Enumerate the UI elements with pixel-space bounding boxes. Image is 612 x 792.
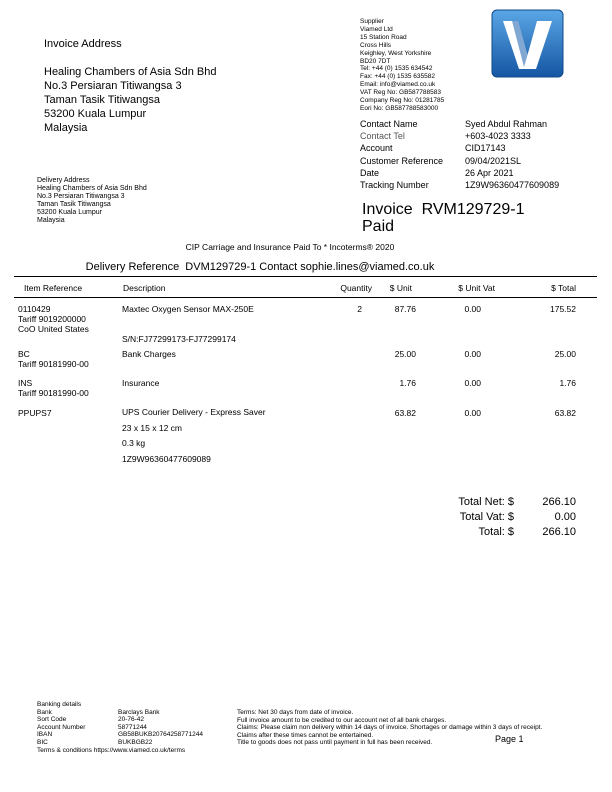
- bank-value: GB58BUKB20764258771244: [118, 731, 203, 739]
- supplier-line: Cross Hills: [360, 41, 392, 49]
- supplier-line: Company Reg No: 01281785: [360, 97, 445, 105]
- terms-line: Full invoice amount to be credited to our account net of all bank charges.: [237, 716, 447, 724]
- bank-label: BIC: [37, 738, 48, 746]
- bank-row: [37, 731, 203, 739]
- item-unit: 25.00: [394, 349, 416, 359]
- item-total: 175.52: [550, 304, 576, 314]
- terms-line: Title to goods does not pass until payment in full has been received.: [237, 739, 433, 747]
- delivery-address-line: Malaysia: [37, 217, 65, 224]
- bank-label: Account Number: [37, 723, 86, 731]
- invoice-title-block: [362, 201, 524, 235]
- invoice-address-line: No.3 Persiaran Titiwangsa 3: [44, 80, 182, 92]
- delivery-address-line: No.3 Persiaran Titiwangsa 3: [37, 193, 125, 200]
- item-description: Insurance: [122, 378, 160, 388]
- item-unit-vat: 0.00: [464, 378, 481, 388]
- banking-heading: Banking details: [37, 701, 82, 708]
- item-unit-vat: 0.00: [464, 408, 481, 418]
- bank-label: IBAN: [37, 731, 53, 739]
- delivery-address-line: Healing Chambers of Asia Sdn Bhd: [37, 185, 147, 192]
- item-ref-line: 0110429: [18, 304, 51, 314]
- bank-row: [37, 716, 185, 724]
- item-reference: [18, 378, 89, 398]
- invoice-title: Invoice RVM129729-1: [362, 201, 525, 218]
- incoterms-line: CIP Carriage and Insurance Paid To * Incoterms® 2020: [185, 242, 395, 252]
- item-reference: PPUPS7: [18, 408, 52, 418]
- item-desc-line: 1Z9W96360477609089: [122, 453, 211, 464]
- detail-label: Customer Reference: [360, 155, 444, 166]
- total-net-label: Total Net: $: [458, 496, 514, 508]
- supplier-block: [360, 18, 444, 113]
- divider: [14, 276, 597, 277]
- header-total: $ Total: [551, 283, 576, 293]
- total-value: 266.10: [542, 526, 576, 538]
- item-desc-line: UPS Courier Delivery - Express Saver: [122, 407, 266, 417]
- item-unit: 87.76: [394, 304, 416, 314]
- detail-label: Contact Name: [360, 119, 418, 129]
- invoice-address-line: Healing Chambers of Asia Sdn Bhd: [44, 66, 217, 78]
- item-desc-line: 0.3 kg: [122, 438, 146, 448]
- total-label: Total: $: [478, 526, 514, 538]
- item-ref-line: CoO United States: [18, 324, 89, 334]
- delivery-address: [37, 177, 147, 225]
- delivery-address-heading: Delivery Address: [37, 177, 90, 184]
- total-vat-value: 0.00: [554, 511, 576, 523]
- supplier-line: Viamed Ltd: [360, 25, 393, 33]
- delivery-address-line: 53200 Kuala Lumpur: [37, 209, 102, 216]
- viamed-logo: [491, 9, 564, 78]
- item-unit-vat: 0.00: [464, 304, 481, 314]
- divider: [14, 297, 597, 298]
- bank-value: Barclays Bank: [118, 708, 160, 716]
- detail-label: Account: [360, 143, 393, 154]
- item-description: Maxtec Oxygen Sensor MAX-250E: [122, 304, 254, 314]
- item-unit: 1.76: [399, 378, 416, 388]
- detail-label: Date: [360, 167, 380, 178]
- detail-value: Syed Abdul Rahman: [465, 119, 548, 129]
- total-net-value: 266.10: [542, 496, 576, 508]
- supplier-line: Fax: +44 (0) 1535 635582: [360, 73, 435, 81]
- supplier-line: VAT Reg No: GB587788583: [360, 89, 441, 97]
- terms-link[interactable]: Terms & conditions https://www.viamed.co.uk/terms: [37, 746, 186, 754]
- bank-row: [37, 709, 185, 717]
- delivery-reference: Delivery Reference DVM129729-1 Contact sophie.lines@viamed.co.uk: [85, 261, 435, 273]
- bank-row: [37, 724, 185, 732]
- bank-label: Sort Code: [37, 716, 67, 724]
- item-ref-line: BC: [18, 349, 30, 359]
- item-total: 63.82: [554, 408, 576, 418]
- item-ref-line: Tariff 9019200000: [18, 314, 86, 324]
- invoice-address-line: Malaysia: [44, 122, 88, 134]
- item-total: 25.00: [554, 349, 576, 359]
- item-ref-line: INS: [18, 378, 33, 388]
- detail-value: CID17143: [465, 143, 506, 154]
- bank-row: [37, 739, 185, 747]
- item-description: [122, 405, 266, 467]
- item-quantity: 2: [357, 304, 362, 314]
- invoice-address-line: Taman Tasik Titiwangsa: [44, 94, 160, 106]
- item-ref-line: Tariff 90181990-00: [18, 388, 89, 398]
- detail-value: 26 Apr 2021: [465, 167, 514, 178]
- supplier-line: Email: info@viamed.co.uk: [360, 81, 436, 89]
- terms-line: Terms: Net 30 days from date of invoice.: [237, 709, 354, 716]
- supplier-line: 15 Station Road: [360, 33, 407, 41]
- item-description: Bank Charges: [122, 349, 176, 359]
- detail-label: Contact Tel: [360, 131, 405, 142]
- bank-label: Bank: [37, 708, 52, 716]
- invoice-address-line: 53200 Kuala Lumpur: [44, 108, 147, 120]
- supplier-line: Keighley, West Yorkshire: [360, 49, 432, 57]
- supplier-line: Supplier: [360, 18, 384, 25]
- delivery-address-line: Taman Tasik Titiwangsa: [37, 201, 111, 208]
- header-item-reference: Item Reference: [24, 283, 83, 293]
- bank-value: BUKBGB22: [118, 738, 153, 746]
- item-reference: [18, 349, 89, 369]
- invoice-status: Paid: [362, 218, 395, 235]
- item-desc-line: 23 x 15 x 12 cm: [122, 422, 183, 433]
- terms-line: Claims: Please claim non delivery within 14 days of invoice. Shortages or damage within 3 days of receipt.: [237, 724, 543, 732]
- banking-details: [37, 701, 203, 754]
- item-serial: S/N:FJ77299173-FJ77299174: [122, 334, 236, 344]
- detail-value: 09/04/2021SL: [465, 155, 522, 166]
- item-unit: 63.82: [394, 408, 416, 418]
- bank-value: 20-76-42: [118, 716, 145, 724]
- invoice-address-heading: Invoice Address: [44, 38, 122, 50]
- supplier-line: Eori No: GB587788583000: [360, 104, 439, 112]
- header-description: Description: [123, 283, 166, 293]
- detail-label: Tracking Number: [360, 179, 429, 190]
- total-vat-label: Total Vat: $: [459, 511, 514, 523]
- item-unit-vat: 0.00: [464, 349, 481, 359]
- supplier-line: BD20 7DT: [360, 57, 391, 65]
- terms-line: Claims after these times cannot be entertained.: [237, 731, 374, 739]
- header-unit-vat: $ Unit Vat: [458, 283, 495, 293]
- detail-value: +603-4023 3333: [465, 131, 531, 142]
- item-total: 1.76: [559, 378, 576, 388]
- item-ref-line: Tariff 90181990-00: [18, 359, 89, 369]
- supplier-line: Tel: +44 (0) 1535 634542: [360, 65, 433, 73]
- invoice-address: [44, 37, 216, 135]
- header-quantity: Quantity: [340, 283, 372, 293]
- bank-value: 58771244: [118, 723, 147, 731]
- page-number: Page 1: [495, 734, 524, 744]
- header-unit: $ Unit: [389, 283, 412, 293]
- detail-value: 1Z9W96360477609089: [465, 179, 560, 190]
- item-reference: [18, 304, 89, 334]
